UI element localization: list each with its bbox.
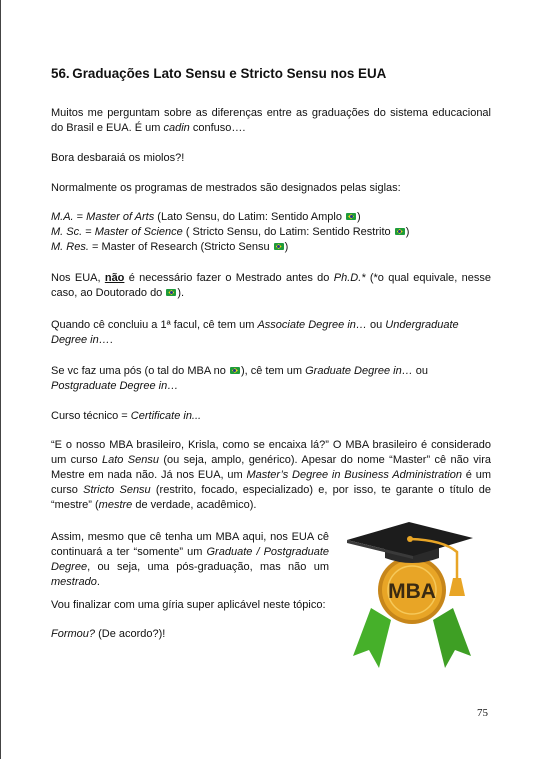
paragraph-certificate: Curso técnico = Certificate in... (51, 410, 202, 422)
paragraph-graduate: Se vc faz uma pós (o tal do MBA no ), cê tem um Graduate Degree in… ou Postgraduate Degree in… (51, 365, 429, 392)
degree-item-msc: M. Sc. = Master of Science ( Stricto Sensu, do Latim: Sentido Restrito ) (51, 226, 410, 238)
ribbon-right (433, 608, 471, 668)
paragraph-assim: Assim, mesmo que cê tenha um MBA aqui, nos EUA cê continuará a ter “somente” um Graduate / Postgraduate Degree, ou seja, uma pós-graduação, mas não um mestrado. (51, 531, 330, 588)
page-number: 75 (477, 707, 488, 719)
paragraph-formou: Formou? (De acordo?)! (51, 628, 166, 640)
paragraph-bora: Bora desbaraiá os miolos?! (51, 152, 185, 164)
mba-graduation-badge-image (339, 518, 487, 670)
degree-list (51, 210, 491, 255)
degree-item-mres: M. Res. = Master of Research (Stricto Sensu ) (51, 241, 289, 253)
paragraph-siglas: Normalmente os programas de mestrados são designados pelas siglas: (51, 182, 401, 194)
medal-label: MBA (388, 580, 436, 603)
paragraph-phd: Nos EUA, não é necessário fazer o Mestrado antes do Ph.D.* (*o qual equivale, nesse caso, ao Doutorado do ). (51, 272, 491, 299)
paragraph-associate: Quando cê concluiu a 1ª facul, cê tem um Associate Degree in… ou Undergraduate Degree in…. (51, 319, 459, 346)
paragraph-mba: “E o nosso MBA brasileiro, Krisla, como se encaixa lá?” O MBA brasileiro é considerado um curso Lato Sensu (ou seja, amplo, genérico). Apesar do nome “Master” cê não vira Mestre em nada não. Já nos EUA, um Master’s Degree in Business Administration é um curso Stricto Sensu (restrito, focado, especializado) e, por isso, te garante o título de “mestre” (mestre de verdade, acadêmico). (51, 439, 492, 511)
brazil-flag-icon (274, 243, 284, 250)
brazil-flag-icon (346, 213, 356, 220)
section-heading: 56. Graduações Lato Sensu e Stricto Sensu nos EUA (51, 66, 387, 81)
mba-badge-svg (339, 518, 487, 670)
page-left-border (0, 0, 1, 759)
degree-item-ma: M.A. = Master of Arts (Lato Sensu, do Latim: Sentido Amplo ) (51, 211, 361, 223)
tassel-end (449, 578, 465, 596)
ribbon-left (353, 608, 391, 668)
brazil-flag-icon (230, 367, 240, 374)
intro-paragraph: Muitos me perguntam sobre as diferenças entre as graduações do sistema educacional do Brasil e EUA. É um cadin confuso…. (51, 107, 491, 134)
brazil-flag-icon (166, 289, 176, 296)
paragraph-finalizar: Vou finalizar com uma gíria super aplicável neste tópico: (51, 599, 326, 611)
brazil-flag-icon (395, 228, 405, 235)
